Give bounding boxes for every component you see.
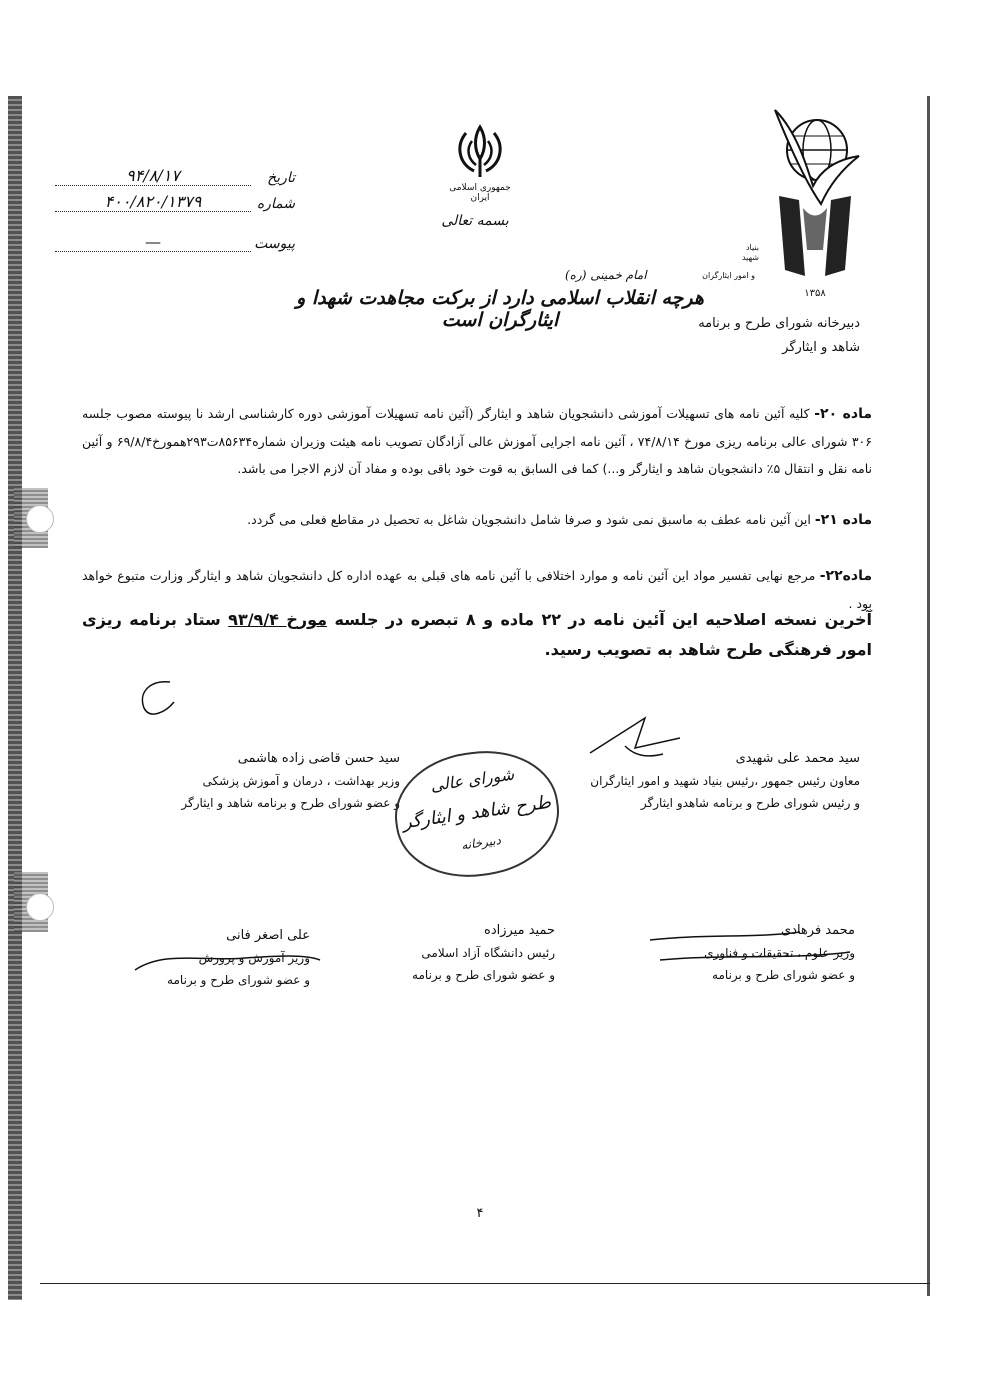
number-value: ۴۰۰/۸۲۰/۱۳۷۹ — [55, 192, 251, 212]
punch-hole — [26, 893, 54, 921]
svg-text:شهید: شهید — [741, 253, 759, 262]
quote-author: امام خمینی (ره) — [565, 268, 647, 282]
date-row — [55, 160, 295, 186]
approval-date: مورخ ۹۳/۹/۴ — [228, 610, 328, 629]
attachment-label: پیوست — [254, 236, 295, 252]
number-row — [55, 186, 295, 212]
article-20 — [82, 400, 872, 482]
emblem-caption: جمهوری اسلامی ایران — [449, 183, 511, 203]
secretariat-line-1: دبیرخانه شورای طرح و برنامه — [698, 316, 860, 331]
quote-text: هرچه انقلاب اسلامی دارد از برکت مجاهدت شهدا و ایثارگران است — [296, 287, 704, 331]
article-heading: ماده ۲۰- — [814, 406, 872, 422]
approval-text-after: ستاد برنامه ریزی امور فرهنگی طرح شاهد به تصویب رسید. — [82, 610, 872, 659]
article-body: مرجع نهایی تفسیر مواد این آئین نامه و موارد اختلافی با آئین نامه های قبلی به عهده اداره کل دانشجویان شاهد و ایثارگر وزارت متبوع خواهد بود . — [82, 568, 872, 611]
logo-year: ۱۳۵۸ — [804, 288, 826, 299]
punch-hole — [26, 505, 54, 533]
footer-rule — [40, 1283, 930, 1284]
approval-note — [82, 605, 872, 665]
date-value: ۹۴/۸/۱۷ — [55, 166, 251, 186]
signer-title: وزیر علوم ، تحقیقات و فناوری — [704, 946, 855, 960]
signer-title: وزیر آموزش و پرورش — [198, 951, 310, 965]
signer-name: سید حسن قاضی زاده هاشمی — [237, 751, 400, 766]
handwritten-signature — [130, 672, 210, 732]
signer-title: و رئیس شورای طرح و برنامه شاهدو ایثارگر — [640, 796, 860, 810]
date-label: تاریخ — [267, 170, 295, 186]
secretariat-name — [698, 312, 860, 360]
secretariat-line-2: شاهد و ایثارگر — [782, 340, 860, 355]
signer-title: و عضو شورای طرح و برنامه شاهد و ایثارگر — [181, 796, 400, 810]
article-heading: ماده ۲۱- — [814, 512, 872, 528]
signer-title: وزیر بهداشت ، درمان و آموزش پزشکی — [202, 774, 400, 788]
article-heading: ماده۲۲- — [819, 568, 872, 584]
approval-text-before: آخرین نسخه اصلاحیه این آئین نامه در ۲۲ ماده و ۸ تبصره در جلسه — [327, 610, 873, 629]
bonyad-logo — [702, 100, 875, 299]
council-stamp — [387, 741, 567, 887]
handwritten-signature — [125, 940, 325, 980]
emblem-icon — [452, 123, 508, 181]
page-number: ۴ — [476, 1206, 484, 1221]
signer-title: معاون رئیس جمهور ،رئیس بنیاد شهید و امور ایثارگران — [590, 774, 860, 788]
signer-name: محمد فرهادی — [781, 923, 855, 938]
signature-mirzadeh — [412, 920, 555, 986]
attachment-row — [55, 212, 295, 252]
number-label: شماره — [256, 196, 295, 212]
signature-shahidi — [590, 748, 860, 814]
scan-edge-right — [927, 96, 930, 1296]
svg-text:و امور ایثارگران: و امور ایثارگران — [702, 271, 755, 280]
handwritten-signature — [640, 920, 860, 970]
bismillah: بسمه تعالی — [441, 213, 509, 229]
signature-hashemi — [181, 748, 400, 814]
letter-meta — [55, 160, 295, 252]
signer-name: علی اصغر فانی — [226, 928, 310, 943]
stamp-line-1: شورای عالی — [429, 764, 516, 796]
svg-text:بنیاد: بنیاد — [745, 243, 759, 252]
signer-name: سید محمد علی شهیدی — [735, 751, 860, 766]
signer-title: و عضو شورای طرح و برنامه — [412, 968, 555, 982]
article-body: این آئین نامه عطف به ماسبق نمی شود و صرفا شامل دانشجویان شاغل به تحصیل در مقاطع فعلی می گردد. — [247, 512, 815, 527]
signer-name: حمید میرزاده — [484, 923, 555, 938]
attachment-value: — — [55, 232, 251, 252]
stamp-line-3: دبیرخانه — [460, 833, 502, 853]
article-body: کلیه آئین نامه های تسهیلات آموزشی دانشجویان شاهد و ایثارگر (آئین نامه تسهیلات آموزشی دوره کارشناسی ارشد نا پیوسته مصوب جلسه ۳۰۶ شورای عالی برنامه ریزی مورخ ۷۴/۸/۱۴ ، آئین نامه اجرایی آموزش عالی آزادگان تصویب نامه هیئت وزیران شماره۸۵۶۳۴ت۲۹۳ه‍مورخ۶۹/۸/۴ و آئین نامه نقل و انتقال ۵٪ دانشجویان شاهد و ایثارگر و...) کما فی السابق به قوت خود باقی بوده و مفاد آن لازم الاجرا می باشد. — [82, 406, 872, 476]
stamp-line-2: طرح شاهد و ایثارگر — [401, 791, 553, 834]
iran-emblem — [440, 123, 520, 203]
dove-globe-logo-icon — [702, 100, 875, 280]
signer-title: و عضو شورای طرح و برنامه — [712, 968, 855, 982]
article-21 — [82, 506, 872, 534]
signer-title: و عضو شورای طرح و برنامه — [167, 973, 310, 987]
signer-title: رئیس دانشگاه آزاد اسلامی — [421, 946, 555, 960]
scan-edge-left — [8, 96, 22, 1300]
